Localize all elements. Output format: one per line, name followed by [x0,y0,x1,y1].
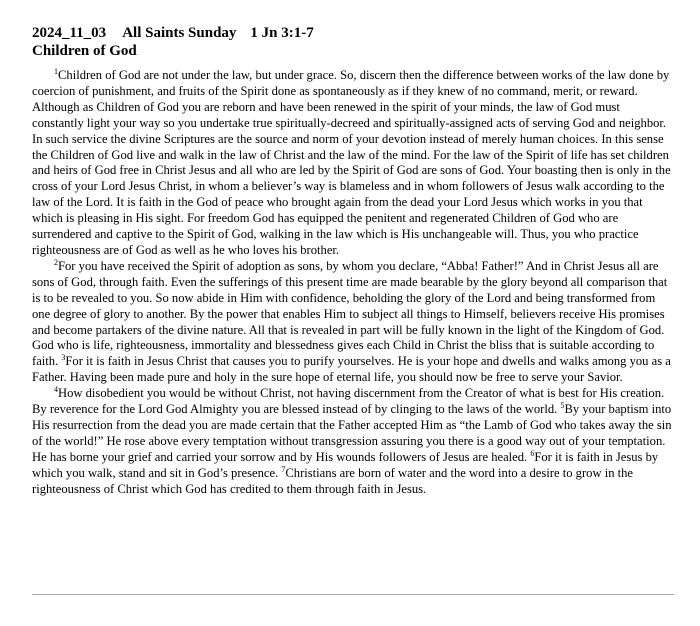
document-page [32,24,674,497]
verse-text: How disobedient you would be without Christ, not having discernment from the Creator of what is best for His creation. By reverence for the Lord God Almighty you are blessed instead of by clinging to the laws of the world. [32,386,665,417]
verse-number: 7 [281,464,286,474]
verse-number: 1 [54,67,58,76]
verse-text: By your baptism into His resurrection from the dead you are made certain that the Father accepted Him as “the Lamb of God who takes away the sin of the world!” He rose above every temptation without transgression assuring you there is a good way out of your temptation. He has borne your grief and carried your sorrow and by His wounds followers of Jesus are healed. [32,402,672,464]
bottom-divider [32,594,674,595]
heading-occasion: All Saints Sunday [122,25,237,41]
heading-reading: 1 Jn 3:1-7 [250,25,314,41]
paragraph-1 [32,68,674,259]
verse-number: 3 [61,353,66,363]
verse-number: 2 [54,257,58,267]
verse-number: 5 [560,401,565,411]
verse-text: Christians are born of water and the word into a desire to grow in the righteousness of Christ which God has credited to them through faith in Jesus. [32,465,634,496]
verse-number: 6 [530,448,535,458]
paragraph-2 [32,259,674,386]
verse-number: 4 [54,385,58,395]
verse-text: For you have received the Spirit of adoption as sons, by whom you declare, “Abba! Father!” And in Christ Jesus all are sons of God, through faith. Even the sufferings of this present time are made bearable by the glory beyond all comparison that is to be revealed to you. So now abide in Him with confidence, beholding the glory of the Lord and being transformed from one degree of glory to another. By the power that enables Him to subject all things to Himself, believers receive His promises and become partakers of the divine nature. All that is revealed in part will be fully known in the light of the Kingdom of God. God who is life, righteousness, immortality and blessedness gives each Child in Christ the bliss that is suitable according to faith. [32,258,668,369]
document-heading [32,24,674,42]
verse-text: For it is faith in Jesus by which you walk, stand and sit in God’s presence. [32,449,659,480]
paragraph-3 [32,386,674,497]
document-body [32,68,674,497]
document-title: Children of God [32,43,137,59]
verse-text: Children of God are not under the law, but under grace. So, discern then the difference between works of the law done by coercion of punishment, and fruits of the Spirit done as spontaneously as if they knew of no command, merit, or reward. Although as Children of God you are reborn and have been renewed in the spirit of your minds, the law of God must constantly light your way so you undertake true spiritually-decreed and spiritually-assigned acts of serving God and neighbor. In such service the divine Scriptures are the source and norm of your devotion instead of merely human choices. In this sense the Children of God live and walk in the law of Christ and the law of the mind. For the law of the Spirit of life has set children and heirs of God free in Christ Jesus and all who are led by the Spirit of God are sons of God. Your boasting then is only in the cross of your Lord Jesus Christ, in whom a believer’s way is blameless and in whom followers of Jesus walk according to the law of the Lord. It is faith in the God of peace who brought again from the dead your Lord Jesus which works in you that which is pleasing in His sight. For freedom God has equipped the penitent and regenerated Children of God who are surrendered and captive to the Spirit of God, walking in the law which is His unchangeable will. Thus, you who practice righteousness are of God as well as he who loves his brother. [32,68,671,257]
verse-text: For it is faith in Jesus Christ that causes you to purify yourselves. He is your hope and dwells and walks among you as a Father. Having been made pure and holy in the sure hope of eternal life, you should now be free to serve your Savior. [32,354,671,385]
heading-date: 2024_11_03 [32,25,107,41]
